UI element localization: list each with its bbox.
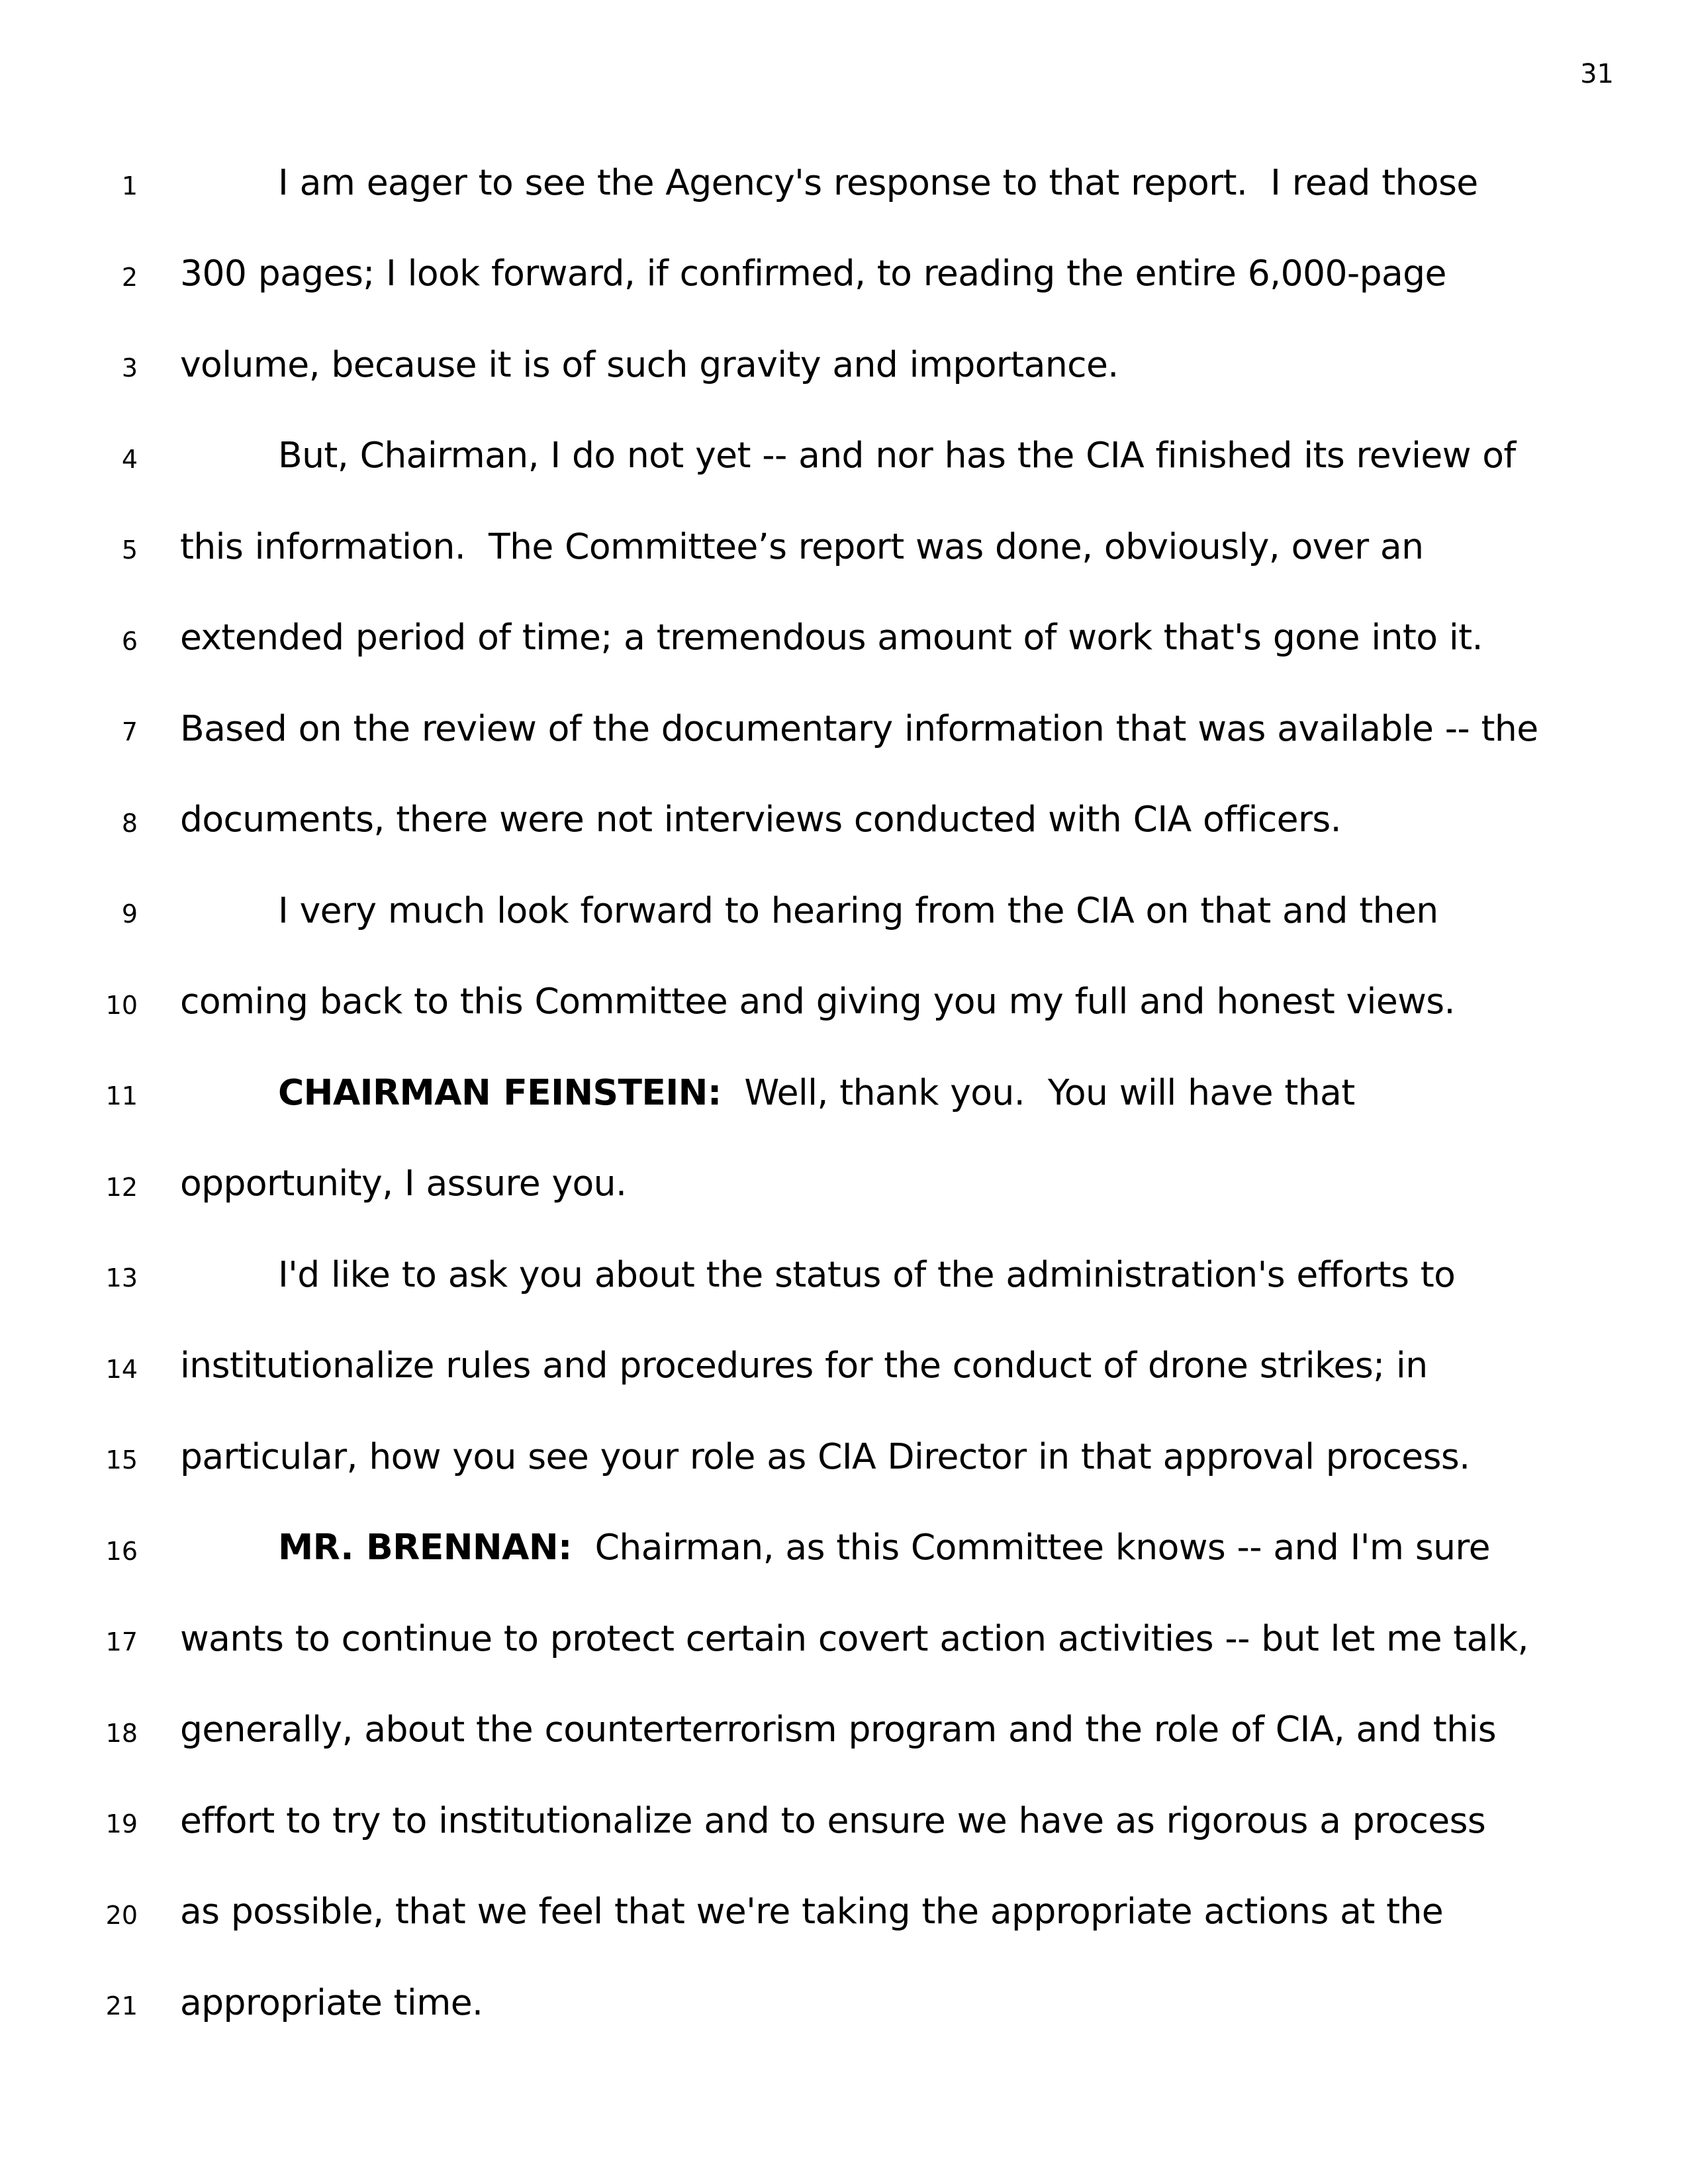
transcript-line xyxy=(0,1511,1688,1568)
line-content: I am eager to see the Agency's response to that report. I read those xyxy=(278,161,1478,203)
line-content: as possible, that we feel that we're taking the appropriate actions at the xyxy=(180,1890,1444,1932)
line-number: 14 xyxy=(105,1354,138,1384)
transcript-line xyxy=(0,692,1688,749)
line-content: appropriate time. xyxy=(180,1981,483,2023)
transcript-line xyxy=(0,328,1688,385)
line-content: Well, thank you. You will have that xyxy=(721,1071,1355,1113)
line-text xyxy=(180,1981,483,2023)
line-number: 18 xyxy=(105,1718,138,1748)
line-number: 3 xyxy=(121,353,138,383)
transcript-line xyxy=(0,419,1688,476)
transcript-line xyxy=(0,965,1688,1022)
line-text xyxy=(180,798,1342,840)
line-number: 7 xyxy=(121,717,138,747)
line-number: 5 xyxy=(121,535,138,565)
transcript-line xyxy=(0,1693,1688,1750)
line-content: I very much look forward to hearing from the CIA on that and then xyxy=(278,889,1438,931)
line-content: Chairman, as this Committee knows -- and I'm sure xyxy=(571,1526,1490,1568)
transcript-line xyxy=(0,1420,1688,1477)
line-text xyxy=(180,616,1483,658)
line-text xyxy=(180,343,1119,385)
line-text xyxy=(278,1071,1355,1113)
transcript-line xyxy=(0,1784,1688,1841)
line-text xyxy=(278,1253,1456,1295)
transcript-line xyxy=(0,1329,1688,1386)
transcript-line xyxy=(0,783,1688,840)
line-text xyxy=(180,980,1455,1022)
line-content: 300 pages; I look forward, if confirmed, to reading the entire 6,000-page xyxy=(180,252,1446,294)
line-text xyxy=(180,1344,1428,1386)
line-number: 17 xyxy=(105,1627,138,1657)
line-content: opportunity, I assure you. xyxy=(180,1162,627,1204)
line-text xyxy=(278,889,1438,931)
line-number: 1 xyxy=(121,171,138,201)
line-content: generally, about the counterterrorism program and the role of CIA, and this xyxy=(180,1708,1497,1750)
line-number: 4 xyxy=(121,444,138,474)
line-text xyxy=(278,161,1478,203)
transcript-line xyxy=(0,237,1688,294)
line-number: 21 xyxy=(105,1991,138,2021)
line-content: extended period of time; a tremendous amount of work that's gone into it. xyxy=(180,616,1483,658)
line-content: Based on the review of the documentary information that was available -- the xyxy=(180,707,1538,749)
line-text xyxy=(180,707,1538,749)
line-content: I'd like to ask you about the status of the administration's efforts to xyxy=(278,1253,1456,1295)
line-content: wants to continue to protect certain covert action activities -- but let me talk, xyxy=(180,1617,1528,1659)
transcript-line xyxy=(0,1056,1688,1113)
line-content: this information. The Committee’s report was done, obviously, over an xyxy=(180,525,1424,567)
line-text xyxy=(180,252,1446,294)
line-number: 9 xyxy=(121,899,138,929)
line-content: institutionalize rules and procedures for the conduct of drone strikes; in xyxy=(180,1344,1428,1386)
line-text xyxy=(180,1890,1444,1932)
line-content: effort to try to institutionalize and to ensure we have as rigorous a process xyxy=(180,1799,1486,1841)
transcript-line xyxy=(0,1238,1688,1295)
line-number: 11 xyxy=(105,1081,138,1111)
line-number: 20 xyxy=(105,1900,138,1930)
line-text xyxy=(180,1799,1486,1841)
line-text xyxy=(278,1526,1490,1568)
line-number: 8 xyxy=(121,808,138,838)
speaker-label: CHAIRMAN FEINSTEIN: xyxy=(278,1071,722,1113)
line-number: 13 xyxy=(105,1263,138,1293)
line-number: 2 xyxy=(121,262,138,292)
transcript-line xyxy=(0,1875,1688,1932)
transcript-line xyxy=(0,146,1688,203)
transcript-line xyxy=(0,601,1688,658)
line-content: But, Chairman, I do not yet -- and nor has the CIA finished its review of xyxy=(278,434,1516,476)
line-number: 12 xyxy=(105,1172,138,1202)
transcript-line xyxy=(0,1966,1688,2023)
line-number: 15 xyxy=(105,1445,138,1475)
line-content: documents, there were not interviews conducted with CIA officers. xyxy=(180,798,1342,840)
line-text xyxy=(278,434,1516,476)
speaker-label: MR. BRENNAN: xyxy=(278,1526,572,1568)
line-content: volume, because it is of such gravity and importance. xyxy=(180,343,1119,385)
line-number: 6 xyxy=(121,626,138,656)
line-text xyxy=(180,525,1424,567)
line-number: 10 xyxy=(105,990,138,1020)
transcript-line xyxy=(0,1147,1688,1204)
line-content: particular, how you see your role as CIA Director in that approval process. xyxy=(180,1435,1470,1477)
line-text xyxy=(180,1162,627,1204)
line-content: coming back to this Committee and giving you my full and honest views. xyxy=(180,980,1455,1022)
line-number: 19 xyxy=(105,1809,138,1839)
transcript-line xyxy=(0,874,1688,931)
page-number: 31 xyxy=(1580,59,1614,89)
line-text xyxy=(180,1708,1497,1750)
transcript-line xyxy=(0,1602,1688,1659)
line-text xyxy=(180,1435,1470,1477)
line-text xyxy=(180,1617,1528,1659)
transcript-line xyxy=(0,510,1688,567)
line-number: 16 xyxy=(105,1536,138,1566)
